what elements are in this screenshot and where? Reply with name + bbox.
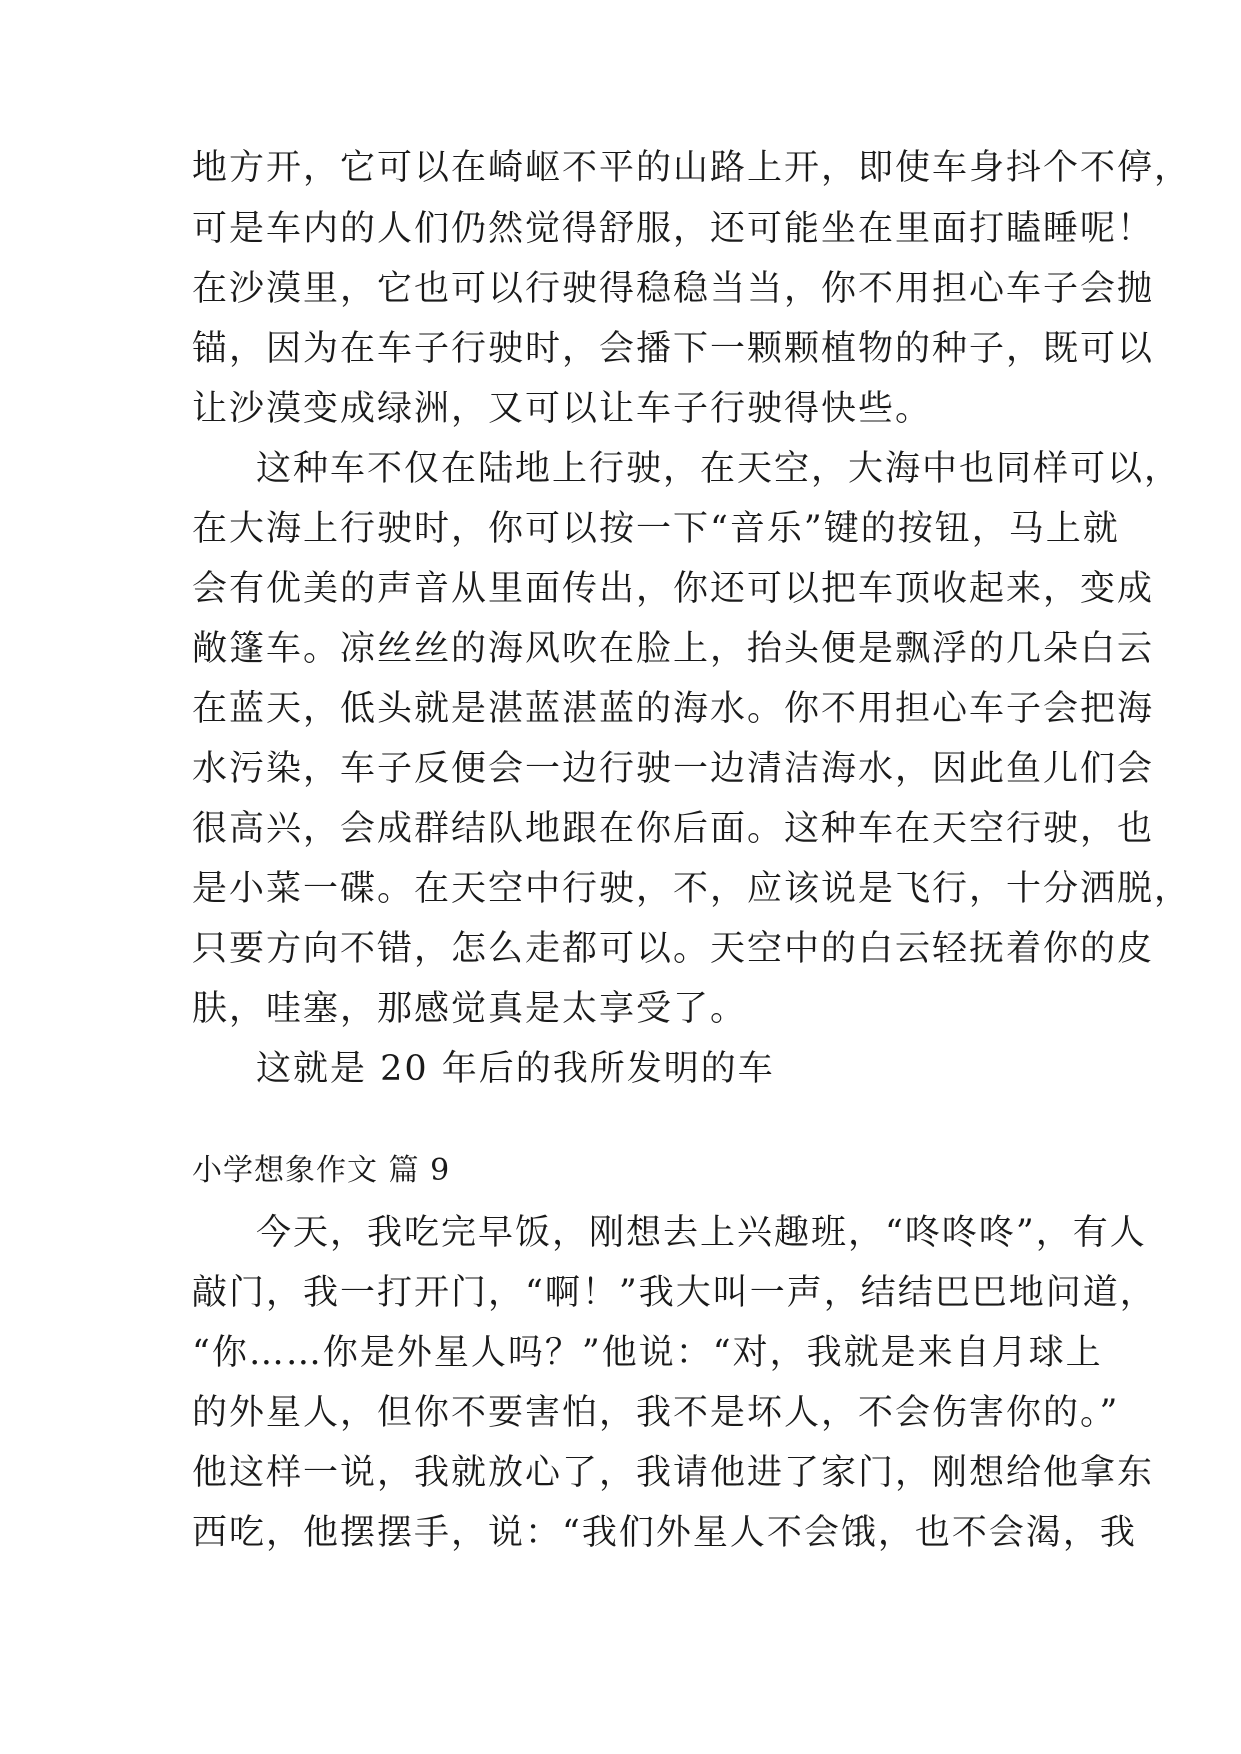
text-line: 他这样一说，我就放心了，我请他进了家门，刚想给他拿东 xyxy=(192,1453,1155,1493)
text-line: 在蓝天，低头就是湛蓝湛蓝的海水。你不用担心车子会把海 xyxy=(192,689,1155,729)
paragraph-start-line: 这种车不仅在陆地上行驶，在天空，大海中也同样可以， xyxy=(256,449,1182,489)
text-line: 敞篷车。凉丝丝的海风吹在脸上，抬头便是飘浮的几朵白云 xyxy=(192,629,1155,669)
text-line: 西吃，他摆摆手，说：“我们外星人不会饿，也不会渴，我 xyxy=(192,1513,1137,1553)
text-line: 让沙漠变成绿洲，又可以让车子行驶得快些。 xyxy=(192,389,933,429)
text-line: 会有优美的声音从里面传出，你还可以把车顶收起来，变成 xyxy=(192,569,1155,609)
text-line: 是小菜一碟。在天空中行驶，不，应该说是飞行，十分洒脱， xyxy=(192,869,1192,909)
text-line: 地方开，它可以在崎岖不平的山路上开，即使车身抖个不停， xyxy=(192,148,1192,188)
text-line: “你……你是外星人吗？”他说：“对，我就是来自月球上 xyxy=(192,1333,1103,1373)
text-line: 水污染，车子反便会一边行驶一边清洁海水，因此鱼儿们会 xyxy=(192,749,1155,789)
paragraph-start-line: 这就是 20 年后的我所发明的车 xyxy=(256,1049,775,1089)
paragraph-start-line: 今天，我吃完早饭，刚想去上兴趣班，“咚咚咚”，有人 xyxy=(256,1213,1147,1253)
text-line: 只要方向不错，怎么走都可以。天空中的白云轻抚着你的皮 xyxy=(192,929,1155,969)
text-line: 的外星人，但你不要害怕，我不是坏人，不会伤害你的。” xyxy=(192,1393,1120,1433)
section-heading: 小学想象作文 篇 9 xyxy=(192,1153,451,1188)
text-line: 在沙漠里，它也可以行驶得稳稳当当，你不用担心车子会抛 xyxy=(192,269,1155,309)
text-line: 很高兴，会成群结队地跟在你后面。这种车在天空行驶，也 xyxy=(192,809,1155,849)
text-line: 可是车内的人们仍然觉得舒服，还可能坐在里面打瞌睡呢！ xyxy=(192,209,1155,249)
text-line: 敲门，我一打开门，“啊！”我大叫一声，结结巴巴地问道， xyxy=(192,1273,1157,1313)
text-line: 在大海上行驶时，你可以按一下“音乐”键的按钮，马上就 xyxy=(192,509,1120,549)
text-line: 肤，哇塞，那感觉真是太享受了。 xyxy=(192,989,748,1029)
text-line: 锚，因为在车子行驶时，会播下一颗颗植物的种子，既可以 xyxy=(192,329,1155,369)
